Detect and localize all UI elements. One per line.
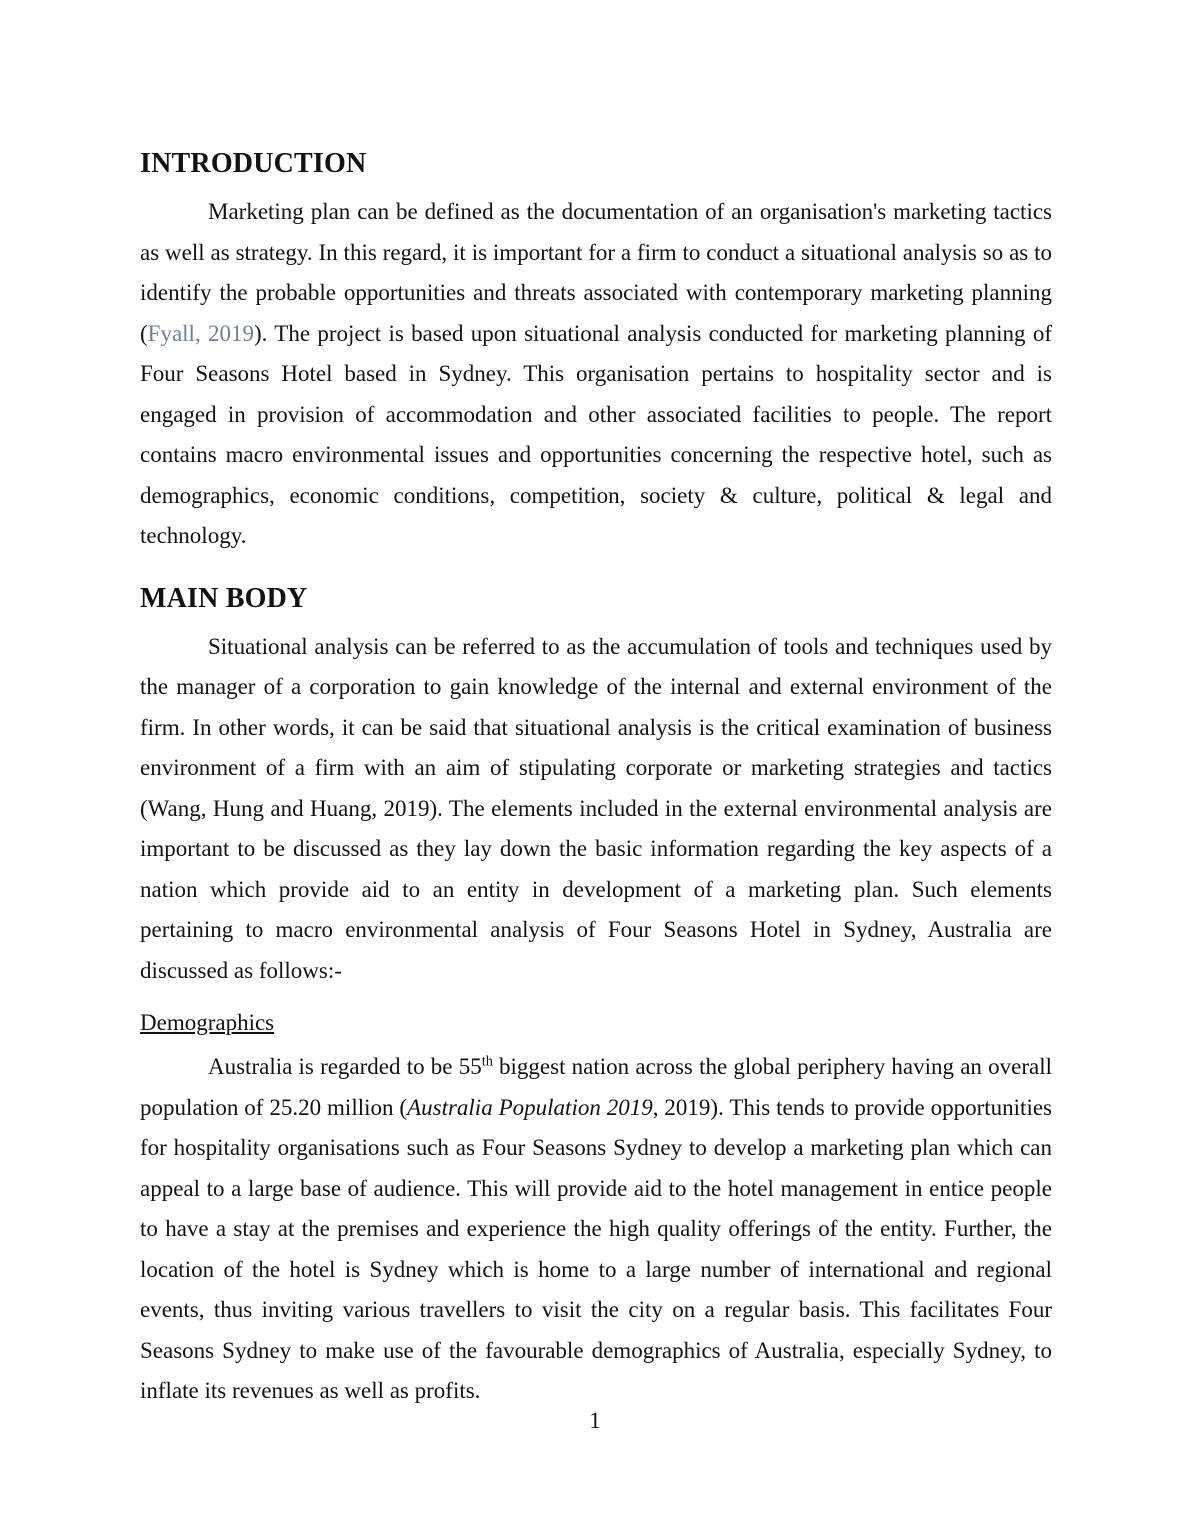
citation-fyall: Fyall, 2019 [147, 320, 254, 346]
section-heading-main-body: MAIN BODY [140, 582, 308, 614]
source-title-italic: Australia Population 2019 [407, 1094, 653, 1120]
subheading-demographics: Demographics [140, 1010, 275, 1035]
document-content [140, 148, 1052, 1412]
demographics-paragraph [140, 1047, 1052, 1412]
text-run: ). The project is based upon situational analysis conducted for marketing planning of Four Seasons Hotel based in Sydney. This organisation pertains to hospitality sector and is engaged in provision of accommodation and other associated facilities to people. The report contains macro environmental issues and opportunities concerning the respective hotel, such as demographics, economic conditions, competition, society & culture, political & legal and technology. [140, 320, 1052, 548]
text-run: Marketing plan can be defined as the documentation of an organisation's marketing tactics as well as strategy. In this regard, it is important for a firm to conduct a situational analysis so as to identify the probable opportunities and threats associated with contemporary marketing planning ( [140, 199, 1052, 346]
section-heading-introduction: INTRODUCTION [140, 148, 367, 179]
text-run: Situational analysis can be referred to as the accumulation of tools and techniques used by the manager of a corporation to gain knowledge of the internal and external environment of the firm. In other words, it can be said that situational analysis is the critical examination of business environment of a firm with an aim of stipulating corporate or marketing strategies and tactics (Wang, Hung and Huang, 2019). The elements included in the external environmental analysis are important to be discussed as they lay down the basic information regarding the key aspects of a nation which provide aid to an entity in development of a marketing plan. Such elements pertaining to macro environmental analysis of Four Seasons Hotel in Sydney, Australia are discussed as follows:- [140, 633, 1052, 983]
text-run: , 2019). This tends to provide opportunities for hospitality organisations such as Four Seasons Sydney to develop a marketing plan which can appeal to a large base of audience. This will provide aid to the hotel management in entice people to have a stay at the premises and experience the high quality offerings of the entity. Further, the location of the hotel is Sydney which is home to a large number of international and regional events, thus inviting various travellers to visit the city on a regular basis. This facilitates Four Seasons Sydney to make use of the favourable demographics of Australia, especially Sydney, to inflate its revenues as well as profits. [140, 1094, 1052, 1403]
intro-paragraph [140, 192, 1052, 557]
text-run: biggest nation across the global periphery having an overall population of 25.20 million ( [140, 1054, 1052, 1120]
text-run: Australia is regarded to be 55 [208, 1054, 482, 1079]
page-number: 1 [589, 1408, 601, 1433]
superscript-th: th [481, 1053, 493, 1070]
main-body-paragraph [140, 627, 1052, 992]
